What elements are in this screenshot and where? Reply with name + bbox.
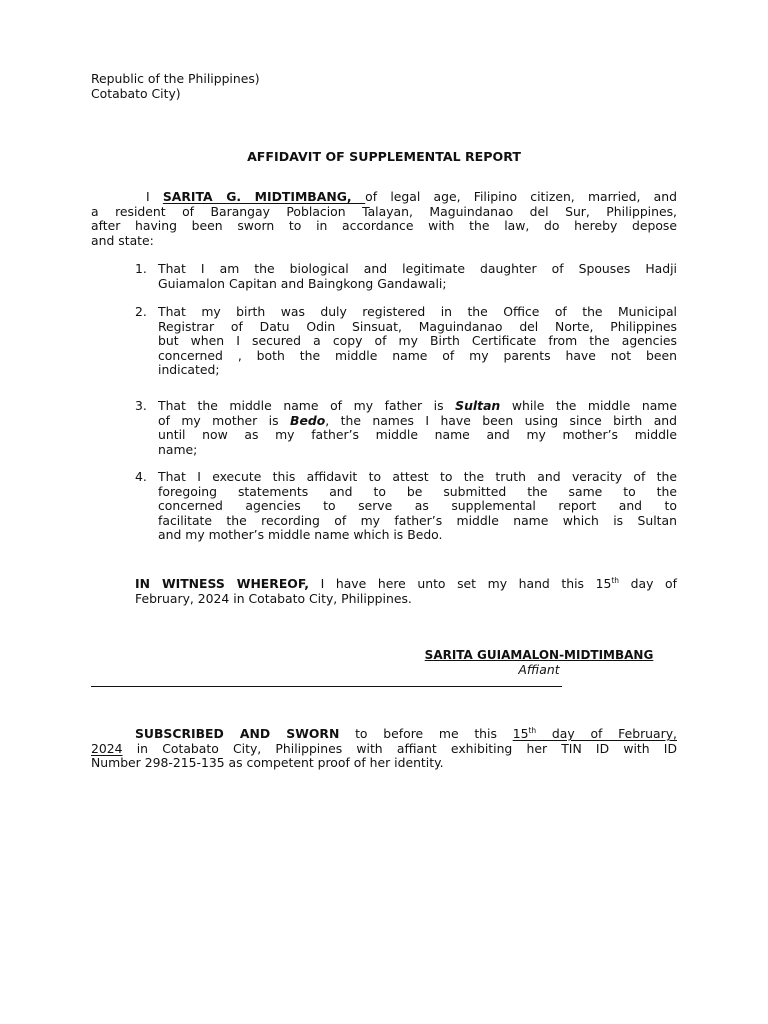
venue-header (91, 72, 491, 101)
list-item-line: That my birth was duly registered in the Office of the Municipal (158, 304, 677, 319)
section-divider (91, 686, 562, 687)
jurat-year: 2024 (91, 740, 123, 756)
list-item-line: but when I secured a copy of my Birth Certificate from the agencies (158, 333, 677, 349)
intro-line-2: a resident of Barangay Poblacion Talayan, Maguindanao del Sur, Philippines, (91, 203, 677, 219)
list-item-number: 2. (135, 304, 147, 319)
document-title: AFFIDAVIT OF SUPPLEMENTAL REPORT (247, 149, 521, 164)
witness-line-1: IN WITNESS WHEREOF, I have here unto set my hand this 15th day of (135, 576, 677, 591)
affiant-name-inline: SARITA G. MIDTIMBANG, (162, 189, 366, 204)
intro-line-3: after having been sworn to in accordance with the law, do hereby depose (91, 218, 677, 234)
list-item-line: That the middle name of my father is Sultan while the middle name (158, 398, 677, 413)
list-item (135, 399, 677, 457)
list-item-line: indicated; (158, 362, 220, 378)
list-item-line: of my mother is Bedo, the names I have been using since birth and (158, 412, 678, 428)
list-item-line: concerned agencies to serve as supplemental report and to (158, 498, 677, 514)
venue-country: Republic of the Philippines) (91, 71, 260, 86)
jurat-line-3: Number 298-215-135 as competent proof of her identity. (91, 755, 444, 771)
venue-city: Cotabato City) (91, 85, 181, 101)
list-item-line: facilitate the recording of my father’s middle name which is Sultan (158, 512, 677, 528)
list-item-line: and my mother’s middle name which is Bedo. (158, 527, 443, 543)
list-item (135, 262, 677, 291)
witness-line-2: February, 2024 in Cotabato City, Philippines. (135, 590, 412, 606)
list-item-number: 4. (135, 469, 147, 484)
jurat-line-1: SUBSCRIBED AND SWORN to before me this 15th day of February, (135, 726, 677, 741)
list-item-line: concerned , both the middle name of my parents have not been (158, 347, 677, 363)
father-middle-name: Sultan (455, 398, 501, 413)
witness-paragraph (135, 577, 677, 606)
list-item-line: That I execute this affidavit to attest to the truth and veracity of the (158, 469, 677, 484)
list-item-line: Registrar of Datu Odin Sinsuat, Maguindanao del Norte, Philippines (158, 318, 677, 334)
affiant-label: Affiant (518, 661, 560, 677)
list-item (135, 305, 677, 378)
list-item (135, 470, 677, 543)
list-item-number: 1. (135, 261, 147, 276)
mother-middle-name: Bedo (290, 412, 326, 428)
jurat-date: 15th day of February, (512, 726, 677, 741)
jurat-line-2: 2024 in Cotabato City, Philippines with affiant exhibiting her TIN ID with ID (91, 740, 677, 756)
list-item-line: foregoing statements and to be submitted the same to the (158, 483, 677, 499)
list-item-number: 3. (135, 398, 147, 413)
list-item-line: That I am the biological and legitimate daughter of Spouses Hadji (158, 261, 677, 276)
intro-line-4: and state: (91, 232, 154, 248)
list-item-line: Guiamalon Capitan and Baingkong Gandawali; (158, 275, 447, 291)
affiant-signature-name: SARITA GUIAMALON-MIDTIMBANG (424, 648, 654, 662)
intro-paragraph (91, 190, 677, 248)
list-item-line: name; (158, 441, 198, 457)
jurat-paragraph (91, 727, 677, 771)
list-item-line: until now as my father’s middle name and my mother’s middle (158, 427, 677, 443)
witness-lead: IN WITNESS WHEREOF, (135, 576, 309, 591)
signature-block (405, 648, 673, 677)
jurat-lead: SUBSCRIBED AND SWORN (135, 726, 340, 741)
intro-line-1: I SARITA G. MIDTIMBANG, of legal age, Filipino citizen, married, and (146, 189, 677, 204)
